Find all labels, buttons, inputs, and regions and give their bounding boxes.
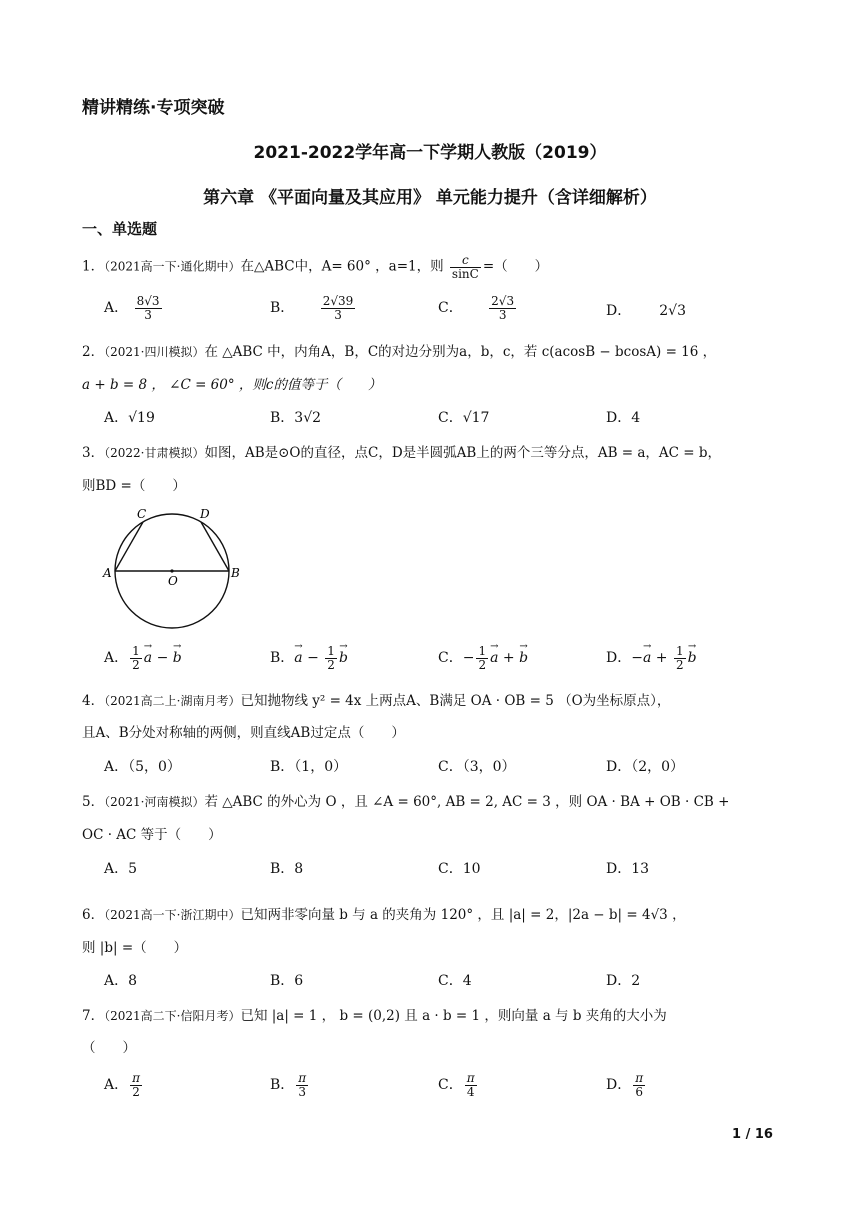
question-7: 7．（2021高二下·信阳月考）已知 |a| = 1 ， b = (0,2) 且 a · b = 1 ，则向量 a 与 b 夹角的大小为 <box>82 1008 667 1024</box>
series-title: 精讲精练·专项突破 <box>82 98 225 118</box>
q1-fraction: $\frac{c}{\sin C}$ <box>451 253 479 281</box>
q5-option-d: D．13 <box>606 861 650 877</box>
question-5-line2: OC · AC 等于（ ） <box>82 827 222 843</box>
question-6-line2: 则 |b| =（ ） <box>82 940 188 956</box>
q2-option-c: C．√17 <box>438 410 490 426</box>
label-o: O <box>168 574 178 588</box>
chord-bd <box>201 522 229 571</box>
page-number: 1 / 16 <box>732 1127 773 1142</box>
q4-option-c: C．（3，0） <box>438 759 516 775</box>
label-b: B <box>231 566 240 580</box>
question-7-line2: （ ） <box>82 1040 136 1056</box>
question-3: 3．（2022·甘肃模拟）如图，AB是⊙O的直径，点C，D是半圆弧AB上的两个三等分点，AB = a，AC = b， <box>82 445 722 461</box>
semicircle-diagram <box>100 505 250 630</box>
q4-option-b: B．（1，0） <box>270 759 348 775</box>
question-4-line2: 且A、B分处对称轴的两侧，则直线AB过定点（ ） <box>82 725 405 741</box>
chord-ac <box>115 522 143 571</box>
label-a: A <box>103 566 112 580</box>
q3-option-a: A． $\frac{1}{2}$ → a − → b <box>104 645 182 671</box>
q6-option-b: B．6 <box>270 973 304 989</box>
q7-option-d: D． $\frac{\pi}{6}$ <box>606 1071 644 1099</box>
center-point <box>170 569 173 572</box>
q6-option-c: C．4 <box>438 973 472 989</box>
q4-option-a: A．（5，0） <box>104 759 181 775</box>
q6-option-a: A．8 <box>104 973 138 989</box>
q1-option-c: C． $\frac{2√3}{3}$ <box>438 294 515 322</box>
q1-option-d: D． 2√3 <box>606 303 686 319</box>
q3-option-b: B．→ a − $\frac{1}{2}$ → b <box>270 645 348 671</box>
q4-option-d: D．（2，0） <box>606 759 685 775</box>
document-title-line2: 第六章 《平面向量及其应用》 单元能力提升（含详细解析） <box>203 188 657 208</box>
q7-option-c: C． $\frac{\pi}{4}$ <box>438 1071 475 1099</box>
label-c: C <box>137 507 147 521</box>
q1-option-a: A． $\frac{8√3}{3}$ <box>104 294 160 322</box>
question-1: 1．（2021高一下·通化期中）在△ABC中，A= 60° ，a=1，则 $\frac{c}{\sin C}$ =（ ） <box>82 253 549 281</box>
q1-option-b: B． $\frac{2√39}{3}$ <box>270 294 354 322</box>
question-3-line2: 则BD =（ ） <box>82 478 186 494</box>
document-title-line1: 2021-2022学年高一下学期人教版（2019） <box>253 143 607 163</box>
q3-option-d: D．−→ a + $\frac{1}{2}$ → b <box>606 645 697 671</box>
q5-option-b: B．8 <box>270 861 304 877</box>
section-heading: 一、单选题 <box>82 220 158 238</box>
question-4: 4．（2021高二上·湖南月考）已知抛物线 y² = 4x 上两点A、B满足 OA · OB = 5 （O为坐标原点）， <box>82 693 671 709</box>
q5-option-a: A．5 <box>104 861 138 877</box>
question-6: 6．（2021高一下·浙江期中）已知两非零向量 b 与 a 的夹角为 120° ，且 |a| = 2，|2a − b| = 4√3 ， <box>82 907 686 923</box>
question-5: 5．（2021·河南模拟）若 △ABC 的外心为 O ，且 ∠A = 60°, AB = 2, AC = 3 ，则 OA · BA + OB · CB + <box>82 794 730 810</box>
question-2-line2: a + b = 8 ， ∠C = 60° ，则c的值等于（ ） <box>82 377 382 393</box>
q2-option-a: A．√19 <box>104 410 155 426</box>
q7-option-a: A． $\frac{\pi}{2}$ <box>104 1071 141 1099</box>
q6-option-d: D．2 <box>606 973 641 989</box>
label-d: D <box>200 507 210 521</box>
question-2: 2．（2021·四川模拟）在 △ABC 中，内角A，B，C的对边分别为a，b，c，若 c(acosB − bcosA) = 16 ， <box>82 344 717 360</box>
q2-option-d: D．4 <box>606 410 641 426</box>
q7-option-b: B． $\frac{\pi}{3}$ <box>270 1071 307 1099</box>
q3-option-c: C．− $\frac{1}{2}$ → a + → b <box>438 645 528 671</box>
q2-option-b: B．3√2 <box>270 410 322 426</box>
q5-option-c: C．10 <box>438 861 481 877</box>
